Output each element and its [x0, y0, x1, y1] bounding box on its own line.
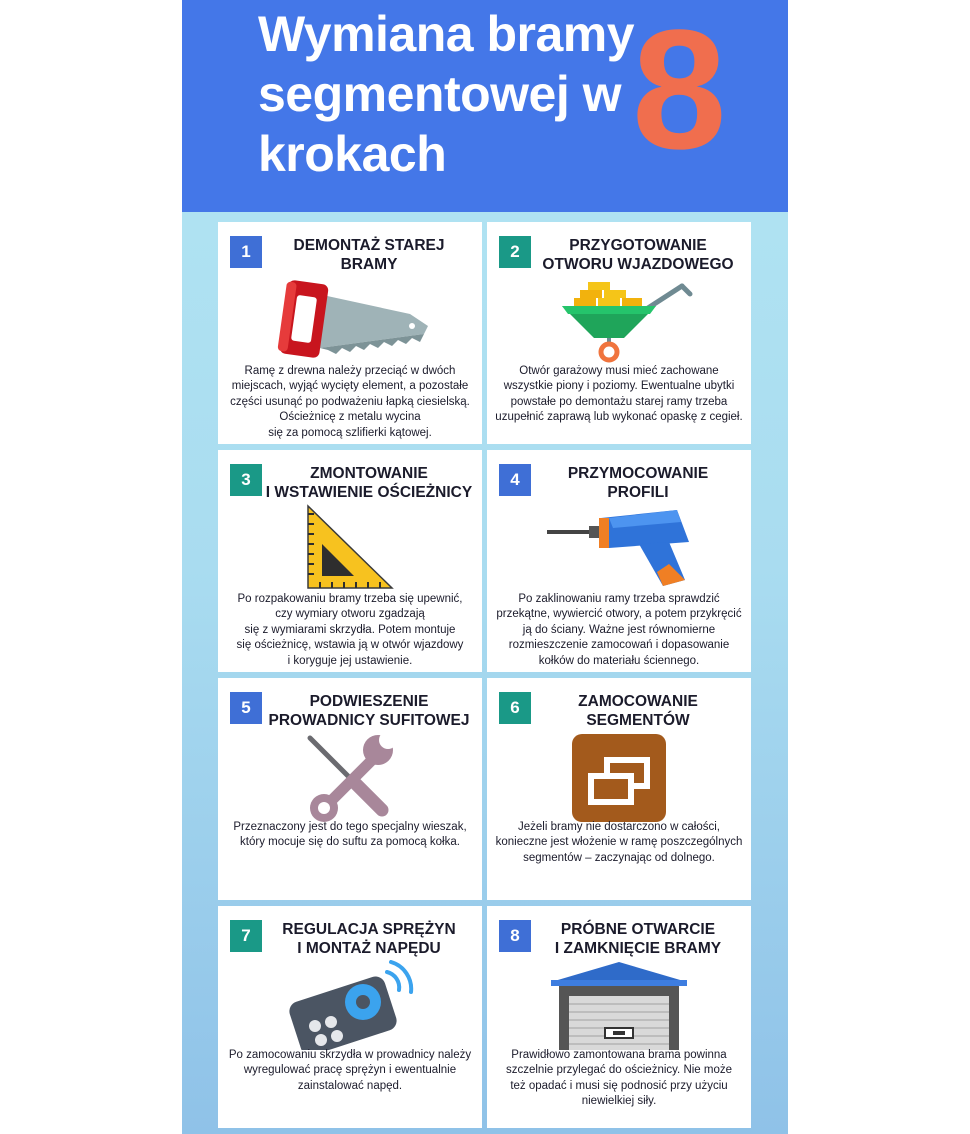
step-title: DEMONTAŻ STAREJ BRAMY — [293, 237, 445, 273]
step-card-7 — [218, 906, 482, 1128]
page-title — [258, 4, 648, 184]
step-title: PODWIESZENIE PROWADNICY SUFITOWEJ — [268, 693, 470, 729]
garage-door-icon — [487, 960, 751, 1052]
step-card-6 — [487, 678, 751, 900]
step-description: Jeżeli bramy nie dostarczono w całości, konieczne jest włożenie w ramę poszczególnych segmentów – zaczynając od dolnego. — [495, 821, 743, 864]
wheelbarrow-icon — [487, 276, 751, 368]
wrench-screwdriver-icon — [218, 732, 482, 824]
step-description: Po zamocowaniu skrzydła w prowadnicy należy wyregulować pracę sprężyn i ewentualnie zainstalować napęd. — [228, 1049, 472, 1092]
step-card-2 — [487, 222, 751, 444]
step-number-badge: 5 — [230, 692, 262, 724]
step-description: Otwór garażowy musi mieć zachowane wszystkie piony i poziomy. Ewentualne ubytki powstałe po demontażu starej ramy trzeba uzupełnić zaprawą lub wykonać opaskę z cegieł. — [495, 365, 743, 424]
step-number-badge: 1 — [230, 236, 262, 268]
segments-icon — [487, 732, 751, 824]
step-number-badge: 8 — [499, 920, 531, 952]
step-title: ZMONTOWANIE I WSTAWIENIE OŚCIEŻNICY — [265, 465, 473, 501]
header — [182, 0, 788, 212]
remote-control-icon — [218, 960, 482, 1052]
step-card-8 — [487, 906, 751, 1128]
step-title: PRZYGOTOWANIE OTWORU WJAZDOWEGO — [542, 237, 734, 273]
title-line: Wymiana bramy — [258, 6, 635, 62]
set-square-icon — [218, 504, 482, 596]
step-number-badge: 3 — [230, 464, 262, 496]
step-description: Ramę z drewna należy przeciąć w dwóch miejscach, wyjąć wycięty element, a pozostałe części usunąć po podważeniu łapką ciesielską. Ościeżnicę z metalu wycina się za pomocą szlifierki kątowej. — [230, 365, 470, 439]
step-title: ZAMOCOWANIE SEGMENTÓW — [578, 693, 698, 729]
step-card-1 — [218, 222, 482, 444]
step-description: Przeznaczony jest do tego specjalny wieszak, który mocuje się do suftu za pomocą kołka. — [233, 821, 467, 849]
step-title: REGULACJA SPRĘŻYN I MONTAŻ NAPĘDU — [282, 921, 456, 957]
step-card-4 — [487, 450, 751, 672]
title-line: segmentowej w — [258, 66, 622, 122]
saw-icon — [218, 276, 482, 368]
step-description: Po rozpakowaniu bramy trzeba się upewnić, czy wymiary otworu zgadzają się z wymiarami skrzydła. Potem montuje się ościeżnicę, wstawia ją w otwór wjazdowy i koryguje jej ustawienie. — [236, 593, 464, 667]
step-title: PRZYMOCOWANIE PROFILI — [567, 465, 709, 501]
step-description: Prawidłowo zamontowana brama powinna szczelnie przylegać do ościeżnicy. Nie może też opadać i musi się podnosić przy użyciu niewielkiej siły. — [505, 1049, 733, 1108]
step-number-badge: 6 — [499, 692, 531, 724]
step-number-badge: 7 — [230, 920, 262, 952]
title-line: krokach — [258, 126, 447, 182]
step-number-badge: 2 — [499, 236, 531, 268]
step-card-5 — [218, 678, 482, 900]
drill-icon — [487, 504, 751, 596]
step-number-badge: 4 — [499, 464, 531, 496]
step-card-3 — [218, 450, 482, 672]
step-description: Po zaklinowaniu ramy trzeba sprawdzić przekątne, wywiercić otwory, a potem przykręcić ją do ściany. Ważne jest równomierne rozmieszczenie zamocowań i dopasowanie kołków do materiału ściennego. — [496, 593, 742, 667]
steps-count: 8 — [632, 0, 727, 185]
infographic — [182, 0, 788, 1134]
step-title: PRÓBNE OTWARCIE I ZAMKNIĘCIE BRAMY — [554, 921, 722, 957]
